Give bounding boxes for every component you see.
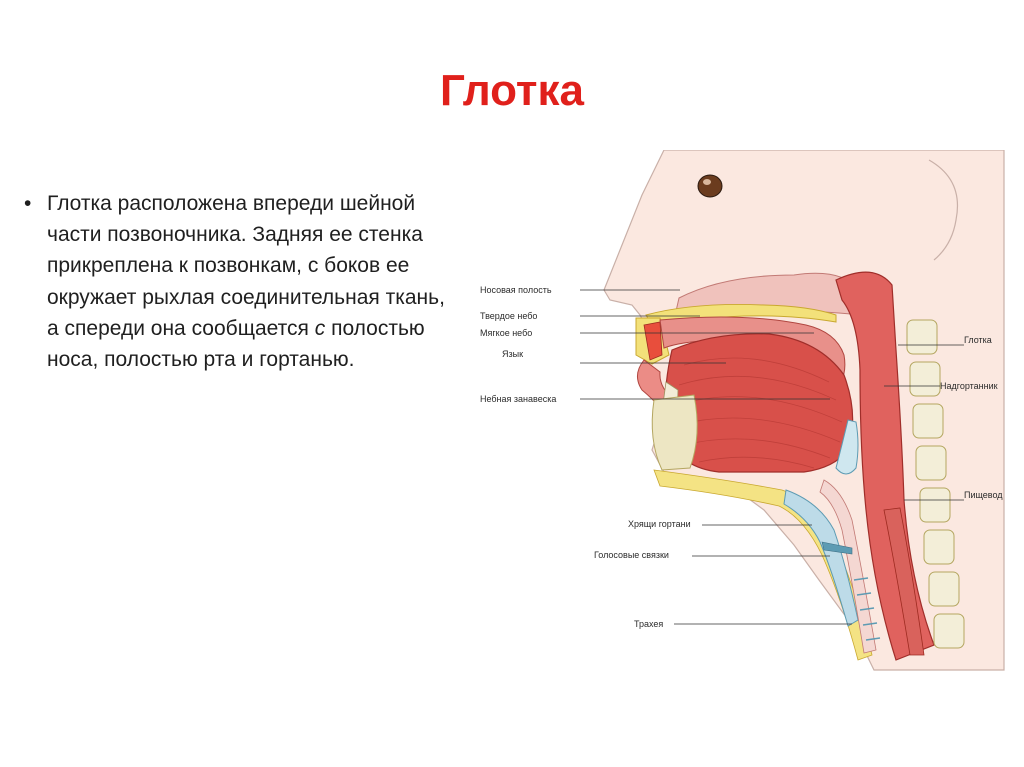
label-trachea: Трахея — [634, 619, 664, 629]
pharynx-diagram — [464, 150, 1024, 680]
label-esophagus: Пищевод — [964, 490, 1003, 500]
bullet-text-emphasis: с — [314, 316, 326, 340]
mandible — [652, 395, 697, 470]
label-laryngeal-cartilages: Хрящи гортани — [628, 519, 691, 529]
label-velum: Небная занавеска — [480, 394, 557, 404]
label-vocal-cords: Голосовые связки — [594, 550, 669, 560]
label-nasal-cavity: Носовая полость — [480, 285, 552, 295]
bullet-text-part-1: Глотка расположена впереди шейной части позвоночника. Задняя ее стенка прикреплена к позвонкам, с боков ее окружает рыхлая соединительная ткань, а спереди она сообщается — [47, 192, 445, 340]
label-soft-palate: Мягкое небо — [480, 328, 533, 338]
label-pharynx: Глотка — [964, 335, 992, 345]
bullet-text — [47, 188, 457, 375]
bullet-text-part-2: полостью носа, полостью рта и гортанью. — [47, 316, 425, 372]
label-tongue: Язык — [502, 349, 524, 359]
eye — [698, 175, 722, 197]
label-hard-palate: Твердое небо — [480, 311, 538, 321]
slide-title: Глотка — [440, 66, 584, 115]
label-epiglottis: Надгортанник — [940, 381, 998, 391]
bullet-marker: • — [24, 192, 32, 215]
